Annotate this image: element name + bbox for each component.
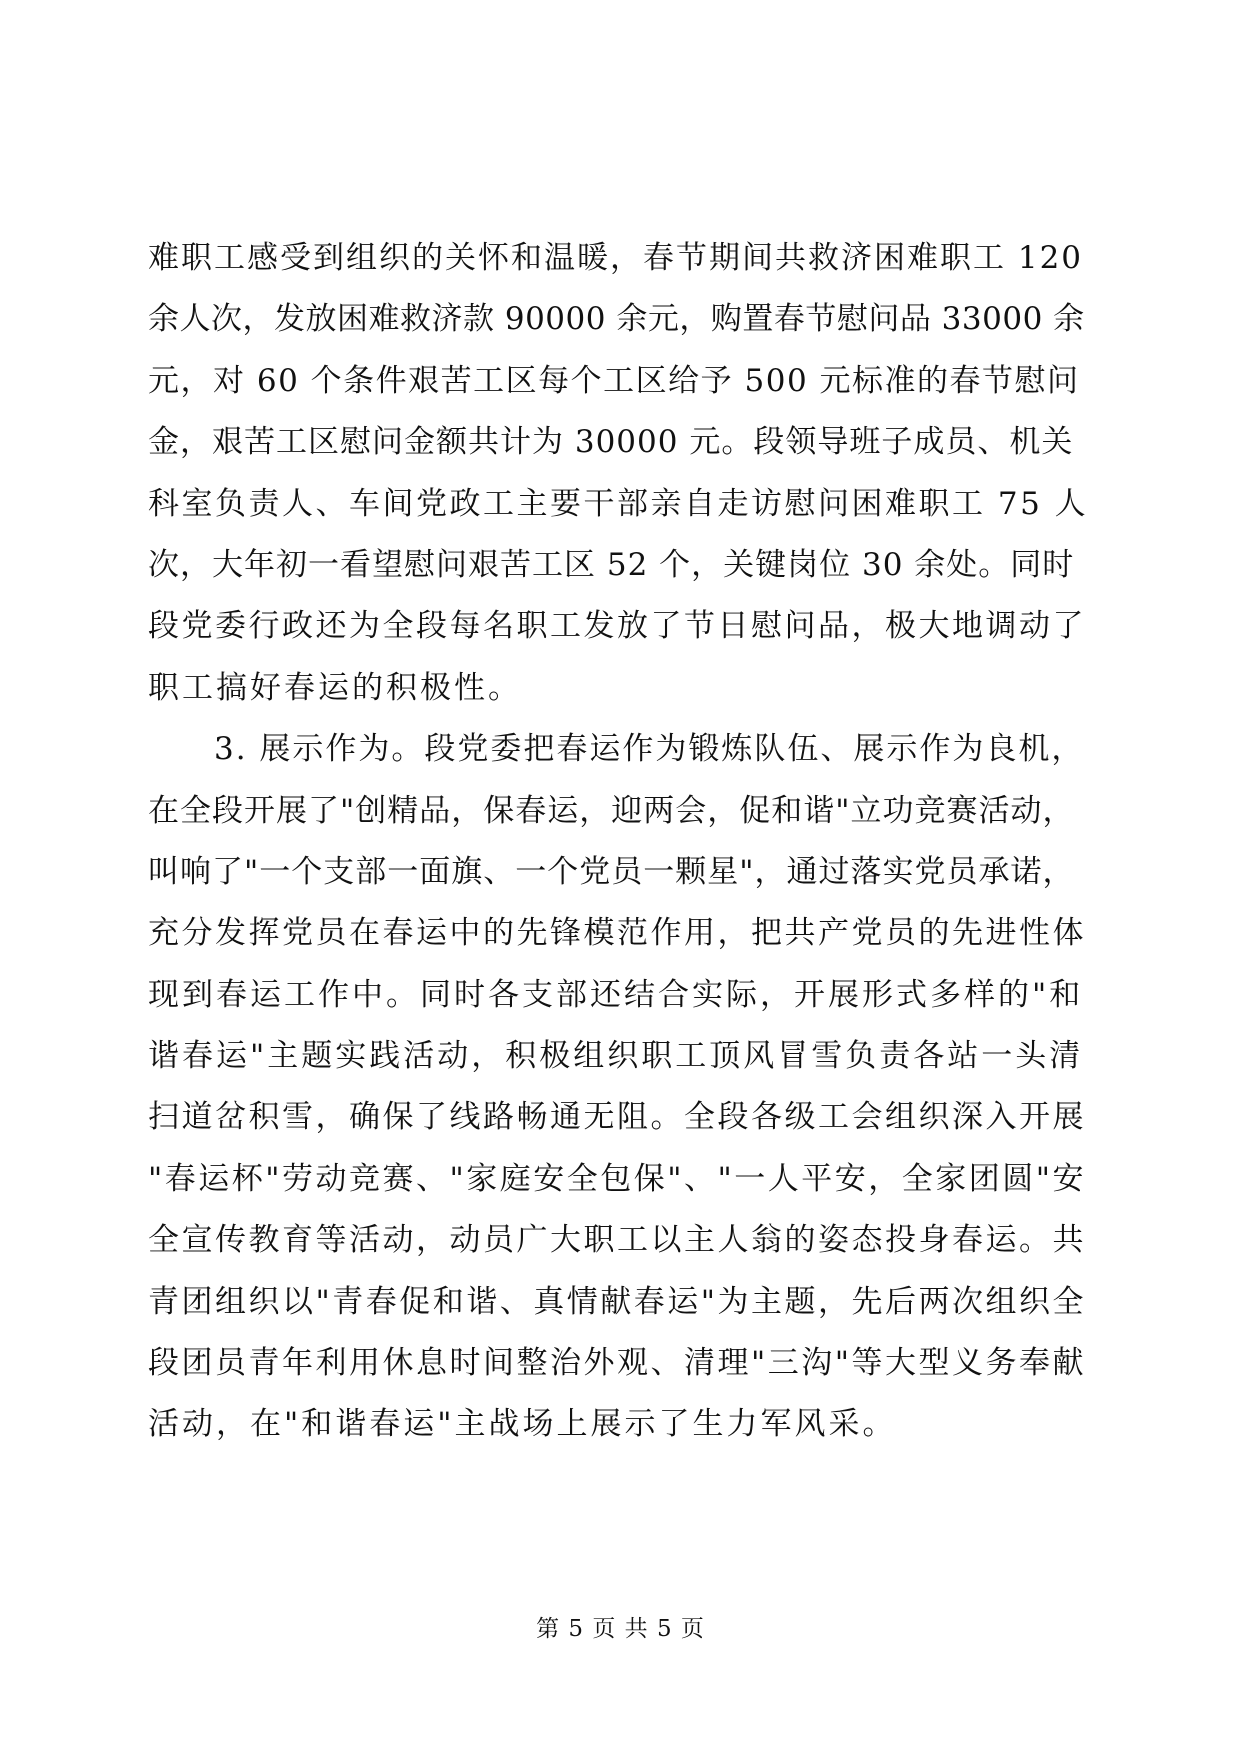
text-line: 段党委行政还为全段每名职工发放了节日慰问品，极大地调动了 [148, 608, 1086, 645]
text-line: 职工搞好春运的积极性。 [148, 669, 522, 706]
text-line: 扫道岔积雪，确保了线路畅通无阻。全段各级工会组织深入开展 [148, 1099, 1086, 1136]
text-line: 元，对 60 个条件艰苦工区每个工区给予 500 元标准的春节慰问 [148, 362, 1080, 399]
page-footer [0, 1610, 1241, 1643]
page-number: 第 5 页 共 5 页 [536, 1616, 705, 1642]
text-line: 次，大年初一看望慰问艰苦工区 52 个，关键岗位 30 余处。同时 [148, 546, 1075, 583]
text-line: 3. 展示作为。段党委把春运作为锻炼队伍、展示作为良机， [148, 731, 1085, 768]
text-line: 现到春运工作中。同时各支部还结合实际，开展形式多样的"和 [148, 976, 1084, 1013]
text-line: 在全段开展了"创精品，保春运，迎两会，促和谐"立功竞赛活动， [148, 792, 1075, 829]
document-body [148, 228, 1088, 1456]
text-line: 全宣传教育等活动，动员广大职工以主人翁的姿态投身春运。共 [148, 1222, 1086, 1259]
text-line: 余人次，发放困难救济款 90000 余元，购置春节慰问品 33000 余 [148, 301, 1085, 338]
text-line: 谐春运"主题实践活动，积极组织职工顶风冒雪负责各站一头清 [148, 1038, 1084, 1075]
text-line: 青团组织以"青春促和谐、真情献春运"为主题，先后两次组织全 [148, 1283, 1087, 1320]
text-line: 难职工感受到组织的关怀和温暖，春节期间共救济困难职工 120 [148, 240, 1084, 276]
text-line: "春运杯"劳动竞赛、"家庭安全包保"、"一人平安，全家团圆"安 [148, 1160, 1087, 1197]
text-line: 充分发挥党员在春运中的先锋模范作用，把共产党员的先进性体 [148, 915, 1086, 952]
text-line: 科室负责人、车间党政工主要干部亲自走访慰问困难职工 75 人 [148, 485, 1089, 522]
text-line: 叫响了"一个支部一面旗、一个党员一颗星"，通过落实党员承诺， [148, 853, 1075, 890]
text-line: 活动，在"和谐春运"主战场上展示了生力军风采。 [148, 1406, 897, 1443]
text-line: 段团员青年利用休息时间整治外观、清理"三沟"等大型义务奉献 [148, 1345, 1087, 1382]
text-line: 金，艰苦工区慰问金额共计为 30000 元。段领导班子成员、机关 [148, 424, 1074, 461]
